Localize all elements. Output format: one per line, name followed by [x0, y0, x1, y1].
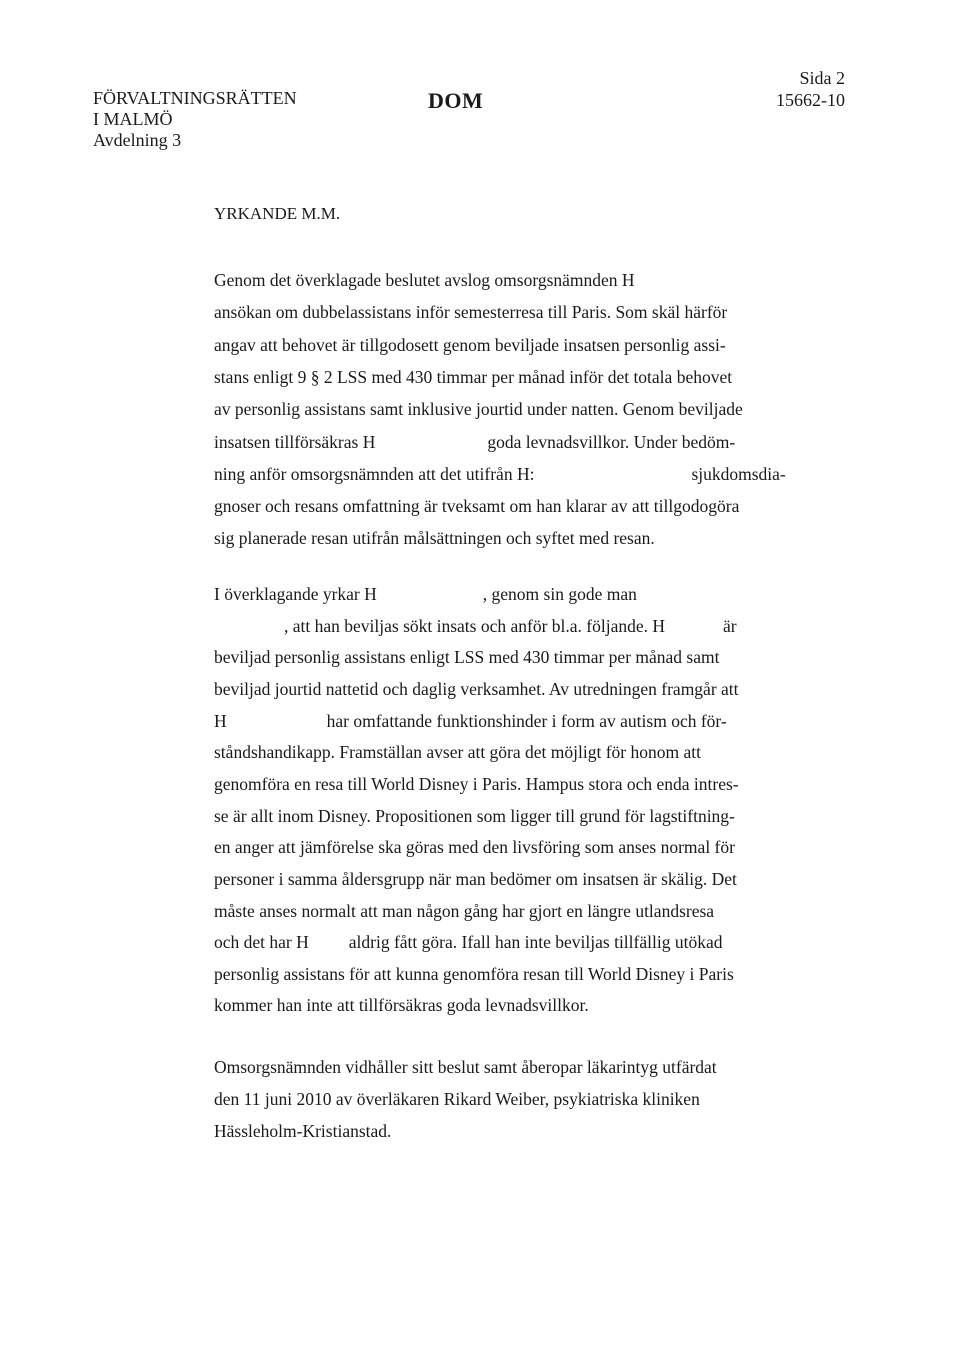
text-segment: I överklagande yrkar H [214, 584, 377, 604]
text-segment: , genom sin gode man [482, 584, 637, 604]
text-line [214, 584, 637, 604]
text-segment: ståndshandikapp. Framställan avser att göra det möjligt för honom att [214, 742, 701, 762]
case-number: 15662-10 [776, 90, 845, 110]
text-segment: Hässleholm-Kristianstad. [214, 1121, 392, 1141]
text-line [214, 496, 739, 516]
text-segment: en anger att jämförelse ska göras med den livsföring som anses normal för [214, 837, 735, 857]
text-line [214, 616, 737, 636]
text-line [214, 711, 727, 731]
text-line [214, 774, 739, 794]
document-type: DOM [428, 88, 484, 113]
text-segment: ning anför omsorgsnämnden att det utifrån H: [214, 464, 535, 484]
text-segment: den 11 juni 2010 av överläkaren Rikard Weiber, psykiatriska kliniken [214, 1089, 700, 1109]
text-line [214, 869, 737, 889]
text-segment: , att han beviljas sökt insats och anför bl.a. följande. H [284, 616, 666, 636]
text-segment: Genom det överklagade beslutet avslog omsorgsnämnden H [214, 270, 635, 290]
page-info [775, 67, 845, 111]
text-line [214, 679, 739, 699]
text-line [214, 647, 719, 667]
text-segment: H [214, 711, 227, 731]
text-line [214, 367, 732, 387]
text-line [214, 742, 701, 762]
court-name-line2: I MALMÖ [93, 109, 173, 129]
text-line [214, 399, 743, 419]
text-segment: ansökan om dubbelassistans inför semesterresa till Paris. Som skäl härför [214, 302, 728, 322]
text-line [214, 432, 735, 452]
text-line [214, 837, 735, 857]
text-segment: insatsen tillförsäkras H [214, 432, 376, 452]
text-segment: sjukdomsdia- [691, 464, 786, 484]
text-line [214, 1121, 391, 1141]
text-segment: Omsorgsnämnden vidhåller sitt beslut samt åberopar läkarintyg utfärdat [214, 1057, 717, 1077]
department-label: Avdelning 3 [93, 130, 182, 150]
text-segment: sig planerade resan utifrån målsättningen och syftet med resan. [214, 528, 655, 548]
text-segment: goda levnadsvillkor. Under bedöm- [487, 432, 736, 452]
text-segment: angav att behovet är tillgodosett genom beviljade insatsen personlig assi- [214, 335, 726, 355]
text-segment: stans enligt 9 § 2 LSS med 430 timmar per månad inför det totala behovet [214, 367, 733, 387]
text-segment: beviljad personlig assistans enligt LSS med 430 timmar per månad samt [214, 647, 720, 667]
text-segment: av personlig assistans samt inklusive jourtid under natten. Genom beviljade [214, 399, 743, 419]
text-segment: genomföra en resa till World Disney i Paris. Hampus stora och enda intres- [214, 774, 739, 794]
text-line [214, 270, 635, 290]
text-segment: gnoser och resans omfattning är tveksamt om han klarar av att tillgodogöra [214, 496, 740, 516]
text-segment: är [723, 616, 737, 636]
text-line [214, 1057, 717, 1077]
text-segment: personlig assistans för att kunna genomföra resan till World Disney i Paris [214, 964, 734, 984]
text-segment: och det har H [214, 932, 309, 952]
court-name-line1: FÖRVALTNINGSRÄTTEN [93, 88, 297, 108]
text-line [214, 806, 735, 826]
text-line [214, 932, 722, 952]
text-line [214, 464, 786, 484]
text-line [214, 995, 589, 1015]
text-line [214, 964, 734, 984]
page-number: Sida 2 [799, 68, 845, 88]
text-segment: kommer han inte att tillförsäkras goda levnadsvillkor. [214, 995, 589, 1015]
text-segment: har omfattande funktionshinder i form av autism och för- [326, 711, 727, 731]
text-line [214, 335, 726, 355]
court-header [93, 88, 297, 151]
text-segment: måste anses normalt att man någon gång har gjort en längre utlandsresa [214, 901, 715, 921]
text-line [214, 901, 714, 921]
section-title: YRKANDE M.M. [214, 204, 341, 223]
text-line [214, 528, 655, 548]
text-line [214, 302, 727, 322]
text-segment: aldrig fått göra. Ifall han inte beviljas tillfällig utökad [348, 932, 723, 952]
text-line [214, 1089, 700, 1109]
text-segment: beviljad jourtid nattetid och daglig verksamhet. Av utredningen framgår att [214, 679, 739, 699]
text-segment: personer i samma åldersgrupp när man bedömer om insatsen är skälig. Det [214, 869, 737, 889]
text-segment: se är allt inom Disney. Propositionen som ligger till grund för lagstiftning- [214, 806, 735, 826]
